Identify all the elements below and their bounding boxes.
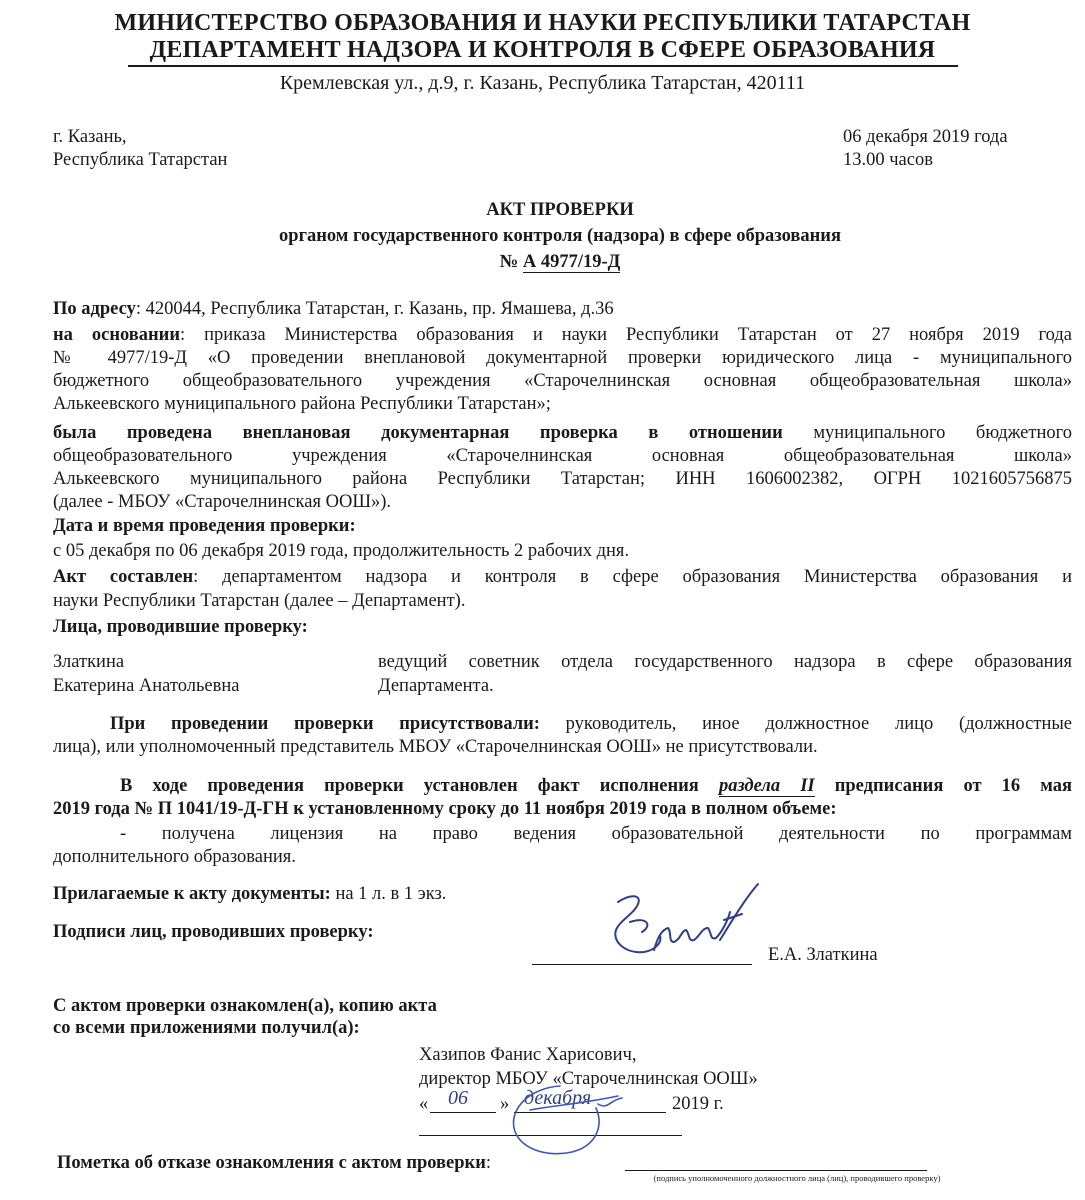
act-time: 13.00 часов bbox=[843, 150, 933, 170]
attachments bbox=[53, 883, 446, 905]
receipt-quote-close: » bbox=[500, 1094, 510, 1114]
period-value: с 05 декабря по 06 декабря 2019 года, продолжительность 2 рабочих дня. bbox=[53, 541, 630, 561]
inspection-address bbox=[53, 298, 614, 320]
inspection-line-3: Алькеевского муниципального района Республики Татарстан; ИНН 1606002382, ОГРН 1021605756875 bbox=[53, 469, 1072, 489]
refusal-signature-line bbox=[625, 1170, 927, 1171]
place-region: Республика Татарстан bbox=[53, 150, 228, 170]
refusal: Пометка об отказе ознакомления с актом проверки: bbox=[57, 1153, 492, 1173]
inspection-line-2: общеобразовательного учреждения «Старочелнинская основная общеобразовательная школа» bbox=[53, 446, 1072, 466]
basis-line-2: № 4977/19-Д «О проведении внеплановой документарной проверки юридического лица - муниципального bbox=[53, 348, 1072, 368]
attachments-label: Прилагаемые к акту документы: bbox=[53, 884, 331, 904]
signer-name: Е.А. Златкина bbox=[768, 945, 878, 965]
compiled-line-2: науки Республики Татарстан (далее – Департамент). bbox=[53, 591, 466, 611]
act-title: АКТ ПРОВЕРКИ bbox=[486, 200, 634, 220]
receipt-day: 06 bbox=[448, 1087, 468, 1109]
address-value: : 420044, Республика Татарстан, г. Казань, пр. Ямашева, д.36 bbox=[135, 299, 614, 319]
inspector-position-1: ведущий советник отдела государственного надзора в сфере образования bbox=[378, 652, 1072, 672]
acknowledgement-label-2: со всеми приложениями получил(а): bbox=[53, 1018, 360, 1038]
act-number-prefix: № bbox=[499, 252, 523, 272]
inspector-surname: Златкина bbox=[53, 652, 125, 672]
attachments-value: на 1 л. в 1 экз. bbox=[330, 884, 447, 904]
acknowledgement-label-1: С актом проверки ознакомлен(а), копию акта bbox=[53, 996, 437, 1016]
department-name: ДЕПАРТАМЕНТ НАДЗОРА И КОНТРОЛЯ В СФЕРЕ ОБРАЗОВАНИЯ bbox=[149, 37, 936, 63]
inspectors-label: Лица, проводившие проверку: bbox=[53, 617, 308, 637]
basis-line-1: на основании: приказа Министерства образования и науки Республики Татарстан от 27 ноября 2019 года bbox=[53, 325, 1072, 345]
basis-line-3: бюджетного общеобразовательного учреждения «Старочелнинская основная общеобразовательная школа» bbox=[53, 371, 1072, 391]
receipt-month: декабря bbox=[524, 1087, 592, 1109]
basis-line-4: Алькеевского муниципального района Республики Татарстан»; bbox=[53, 394, 551, 414]
place-city: г. Казань, bbox=[53, 127, 127, 147]
compiled-label: Акт составлен bbox=[53, 567, 194, 587]
address-label: По адресу bbox=[53, 299, 136, 319]
act-subtitle: органом государственного контроля (надзора) в сфере образования bbox=[279, 226, 841, 246]
finding-line-1: В ходе проведения проверки установлен факт исполнения раздела II предписания от 16 мая bbox=[120, 776, 1073, 796]
inspector-given-name: Екатерина Анатольевна bbox=[53, 676, 240, 696]
basis-label: на основании bbox=[53, 325, 180, 345]
finding-item-1: - получена лицензия на право ведения образовательной деятельности по программам bbox=[120, 824, 1072, 844]
act-number-value: А 4977/19-Д bbox=[522, 252, 621, 272]
recipient-signature-image bbox=[500, 1080, 640, 1160]
present-line-2: лица), или уполномоченный представитель МБОУ «Старочелнинская ООШ» не присутствовали. bbox=[53, 737, 818, 757]
inspector-position-2: Департамента. bbox=[378, 676, 494, 696]
inspection-label: была проведена внеплановая документарная проверка в отношении bbox=[53, 423, 783, 443]
present-label: При проведении проверки присутствовали: bbox=[110, 714, 540, 734]
department-address: Кремлевская ул., д.9, г. Казань, Республика Татарстан, 420111 bbox=[279, 72, 806, 94]
receipt-day-line bbox=[430, 1112, 496, 1113]
recipient-position: директор МБОУ «Старочелнинская ООШ» bbox=[419, 1069, 758, 1089]
refusal-label: Пометка об отказе ознакомления с актом проверки bbox=[57, 1153, 486, 1173]
receipt-year: 2019 г. bbox=[672, 1094, 724, 1114]
receipt-quote-open: « bbox=[419, 1094, 429, 1114]
recipient-name: Хазипов Фанис Харисович, bbox=[419, 1045, 637, 1065]
refusal-caption: (подпись уполномоченного должностного лица (лиц), проводившего проверку) bbox=[653, 1173, 941, 1183]
finding-line-2: 2019 года № П 1041/19-Д-ГН к установленному сроку до 11 ноября 2019 года в полном объеме: bbox=[53, 799, 837, 819]
period-label: Дата и время проведения проверки: bbox=[53, 516, 356, 536]
inspector-signature-image bbox=[590, 880, 770, 970]
finding-section: раздела II bbox=[718, 776, 815, 796]
inspection-line-4: (далее - МБОУ «Старочелнинская ООШ»). bbox=[53, 492, 392, 512]
act-date: 06 декабря 2019 года bbox=[843, 127, 1008, 147]
inspection-line-1: была проведена внеплановая документарная проверка в отношении муниципального бюджетного bbox=[53, 423, 1072, 443]
header-divider bbox=[128, 65, 958, 67]
signatures-label: Подписи лиц, проводивших проверку: bbox=[53, 922, 374, 942]
present-line-1: При проведении проверки присутствовали: руководитель, иное должностное лицо (должностные bbox=[110, 714, 1072, 734]
act-number bbox=[0, 251, 1085, 273]
compiled-line-1: Акт составлен: департаментом надзора и контроля в сфере образования Министерства образования и bbox=[53, 567, 1072, 587]
ministry-name: МИНИСТЕРСТВО ОБРАЗОВАНИЯ И НАУКИ РЕСПУБЛИКИ ТАТАРСТАН bbox=[114, 10, 971, 36]
finding-item-2: дополнительного образования. bbox=[53, 847, 296, 867]
